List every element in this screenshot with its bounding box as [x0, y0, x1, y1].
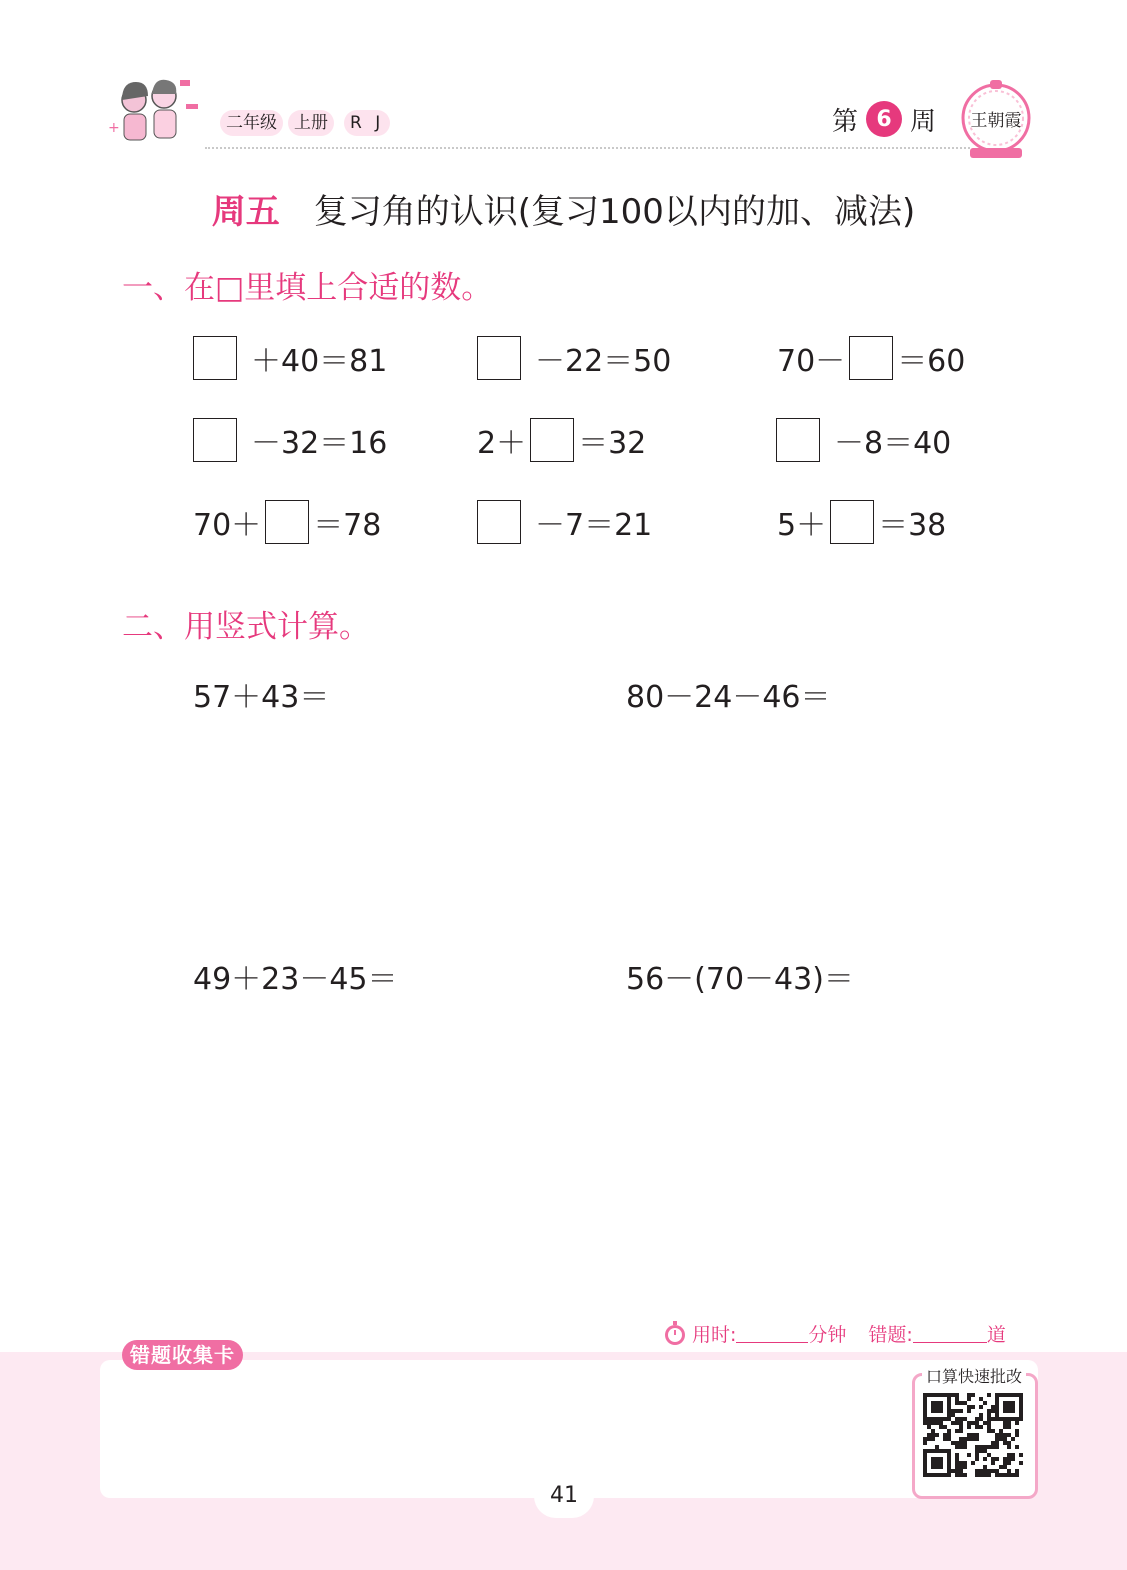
answer-box[interactable]	[849, 336, 893, 380]
equation-1-1	[193, 335, 387, 381]
equation-3-3	[777, 499, 946, 545]
eq-suffix: ＝60	[897, 344, 966, 379]
edition-chip: R J	[344, 110, 390, 136]
answer-box[interactable]	[530, 418, 574, 462]
eq-suffix: －32＝16	[251, 426, 388, 461]
eq-suffix: ＋40＝81	[251, 344, 388, 379]
eq-prefix: 70＋	[193, 508, 262, 543]
vertical-calc-4: 56－(70－43)＝	[626, 962, 854, 997]
equation-2-2	[477, 417, 646, 463]
errors-unit: 道	[986, 1323, 1006, 1346]
answer-box[interactable]	[193, 336, 237, 380]
brand-seal-logo	[960, 78, 1032, 160]
time-blank[interactable]	[736, 1324, 808, 1343]
svg-text:+: +	[108, 120, 120, 136]
eq-suffix: －7＝21	[535, 508, 653, 543]
qr-code-icon[interactable]	[923, 1392, 1023, 1478]
week-number: 6	[876, 106, 892, 132]
answer-box[interactable]	[265, 500, 309, 544]
answer-box[interactable]	[830, 500, 874, 544]
week-prefix: 第	[832, 106, 859, 137]
vertical-calc-1: 57＋43＝	[193, 680, 330, 715]
answer-box[interactable]	[776, 418, 820, 462]
eq-suffix: －8＝40	[834, 426, 952, 461]
week-suffix: 周	[910, 106, 937, 137]
eq-suffix: －22＝50	[535, 344, 672, 379]
answer-box[interactable]	[193, 418, 237, 462]
seal-text: 王朝霞	[970, 111, 1022, 131]
qr-label: 口算快速批改	[922, 1364, 1026, 1387]
section-1-heading: 一、在□里填上合适的数。	[122, 270, 493, 306]
errors-label: 错题:	[868, 1323, 913, 1346]
title-text: 复习角的认识(复习100以内的加、减法)	[313, 192, 916, 232]
error-card-tag: 错题收集卡	[122, 1340, 243, 1370]
time-unit: 分钟	[808, 1323, 847, 1346]
eq-suffix: ＝38	[878, 508, 947, 543]
page-number: 41	[534, 1474, 594, 1518]
eq-prefix: 70－	[777, 344, 846, 379]
stopwatch-icon	[662, 1320, 688, 1346]
equation-2-3	[776, 417, 951, 463]
qr-code-frame	[912, 1373, 1038, 1499]
time-error-record	[662, 1318, 1006, 1348]
volume-chip: 上册	[288, 110, 334, 136]
equation-2-1	[193, 417, 387, 463]
eq-prefix: 5＋	[777, 508, 827, 543]
grade-chip: 二年级	[220, 110, 283, 136]
title-day: 周五	[211, 192, 280, 232]
section-2-heading: 二、用竖式计算。	[122, 609, 370, 645]
vertical-calc-3: 49＋23－45＝	[193, 962, 398, 997]
errors-blank[interactable]	[913, 1324, 987, 1343]
equation-1-3	[777, 335, 965, 381]
page-title	[0, 184, 1127, 233]
answer-box[interactable]	[477, 500, 521, 544]
eq-prefix: 2＋	[477, 426, 527, 461]
equation-1-2	[477, 335, 671, 381]
time-label: 用时:	[692, 1323, 737, 1346]
vertical-calc-2: 80－24－46＝	[626, 680, 831, 715]
equation-3-1	[193, 499, 381, 545]
header-divider	[205, 147, 970, 149]
week-number-badge	[866, 101, 902, 137]
week-indicator	[832, 96, 936, 142]
answer-box[interactable]	[477, 336, 521, 380]
eq-suffix: ＝32	[578, 426, 647, 461]
children-illustration	[106, 70, 202, 154]
equation-3-2	[477, 499, 652, 545]
eq-suffix: ＝78	[313, 508, 382, 543]
